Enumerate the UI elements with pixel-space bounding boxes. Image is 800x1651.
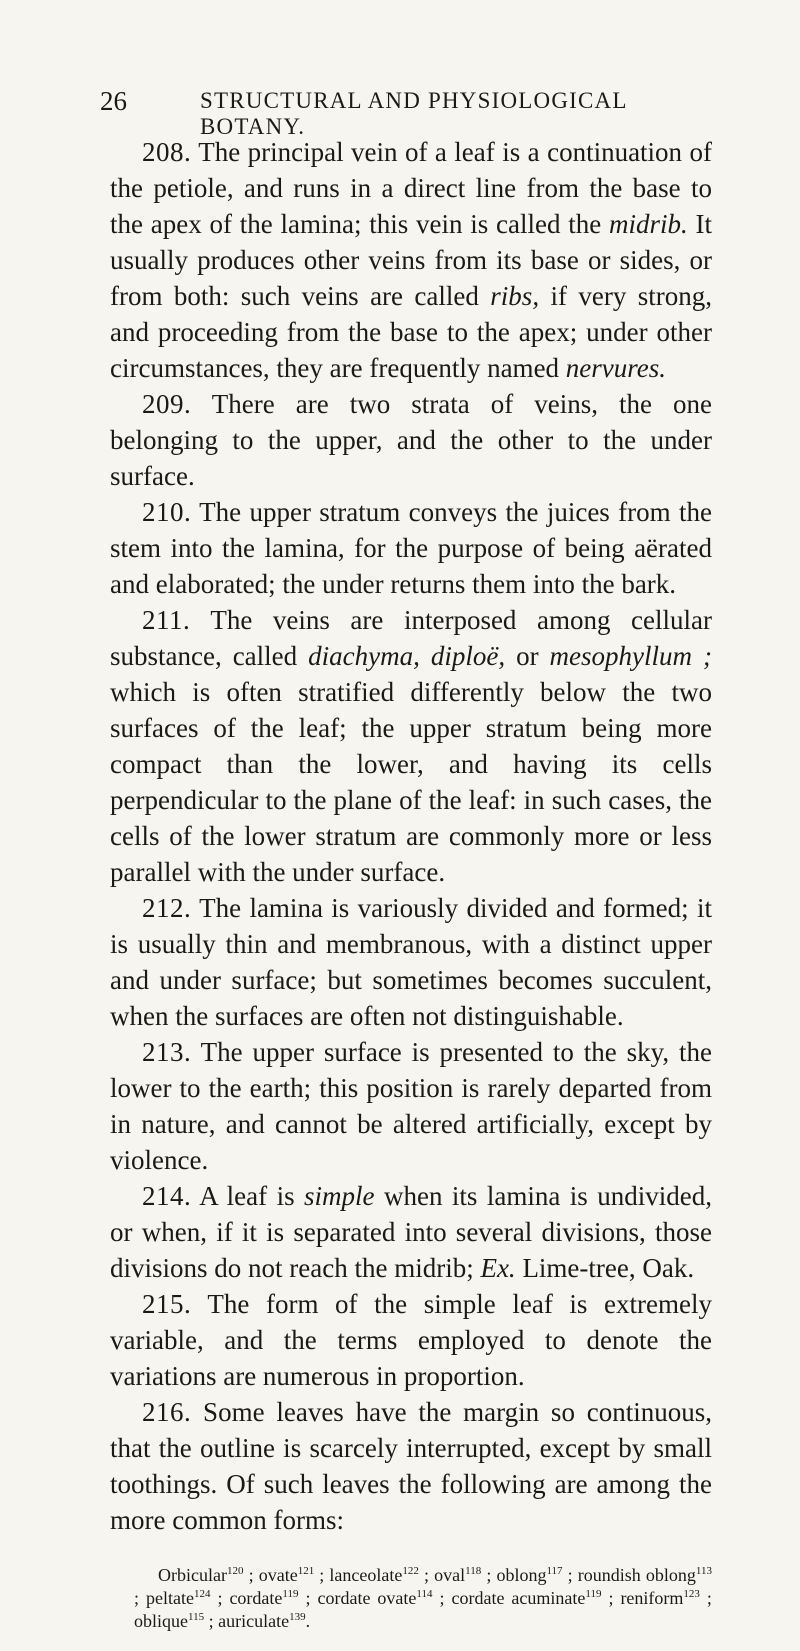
figure-ref: 121 <box>297 1565 315 1577</box>
paragraph-text: It usually produces other veins from its base or sides, or from both: such veins are called <box>110 209 712 311</box>
paragraph-number: 216. <box>142 1397 192 1427</box>
page-number: 26 <box>100 86 127 116</box>
paragraph-215 <box>110 1286 712 1394</box>
paragraph-209 <box>110 386 712 494</box>
leaf-forms-list: Orbicular$^{120}$ ; ovate$^{121}$ ; lanceolate$^{122}$ ; oval$^{118}$ ; oblong$^{117}$ ; roundish oblong$^{113}$ ; peltate$^{124}$ ; cordate$^{119}$ ; cordate ovate$^{114}$ ; cordate acuminate$^{119}$ ; reniform$^{123}$ ; oblique$^{115}$ ; auriculate$^{139}$. <box>134 1565 712 1631</box>
figure-ref: 119 <box>585 1588 602 1600</box>
paragraph-text: The upper surface is presented to the sky, the lower to the earth; this position is rarely departed from in nature, and cannot be altered artificially, except by violence. <box>110 1037 712 1175</box>
form-term: oval <box>434 1565 466 1585</box>
paragraph-text: A leaf is <box>191 1181 305 1211</box>
term-mesophyllum: mesophyllum ; <box>549 641 712 671</box>
paragraph-text: which is often stratified differently below the two surfaces of the leaf; the upper stratum being more compact than the lower, and having its cells perpendicular to the plane of the leaf: in such cases, the cells of the lower stratum are commonly more or less parallel with the under surface. <box>110 677 712 887</box>
term-ex: Ex. <box>480 1253 516 1283</box>
paragraph-214 <box>110 1178 712 1286</box>
paragraph-text: Lime-tree, Oak. <box>515 1253 695 1283</box>
paragraph-number: 212. <box>142 893 192 923</box>
running-title: STRUCTURAL AND PHYSIOLOGICAL BOTANY. <box>200 88 627 139</box>
paragraph-number: 209. <box>142 389 192 419</box>
figure-ref: 139 <box>289 1611 306 1623</box>
form-term: oblong <box>496 1565 547 1585</box>
figure-ref: 124 <box>193 1588 211 1600</box>
form-term: cordate acuminate <box>451 1588 586 1608</box>
figure-ref: 117 <box>546 1565 563 1577</box>
figure-ref: 114 <box>416 1588 433 1600</box>
figure-ref: 119 <box>282 1588 299 1600</box>
page-header <box>100 86 700 139</box>
paragraph-number: 210. <box>142 497 192 527</box>
figure-ref: 123 <box>683 1588 700 1600</box>
figure-ref: 122 <box>402 1565 419 1577</box>
term-midrib: midrib. <box>608 209 688 239</box>
paragraph-216 <box>110 1394 712 1538</box>
form-term: reniform <box>620 1588 684 1608</box>
paragraph-text: The form of the simple leaf is extremely variable, and the terms employed to denote the variations are numerous in proportion. <box>110 1289 712 1391</box>
page-body <box>110 134 712 1651</box>
paragraph-text: The veins are interposed among cellular substance, called <box>110 605 712 671</box>
figure-ref: 118 <box>465 1565 482 1577</box>
paragraph-number: 208. <box>142 137 192 167</box>
figure-ref: 120 <box>226 1565 244 1577</box>
figure-ref: 115 <box>188 1611 205 1623</box>
form-term: cordate ovate <box>317 1588 417 1608</box>
paragraph-text: when its lamina is undivided, or when, if it is separated into several divisions, those divisions do not reach the midrib; <box>110 1181 712 1283</box>
paragraph-number: 211. <box>142 605 191 635</box>
paragraph-211 <box>110 602 712 890</box>
paragraph-text: if very strong, and proceeding from the base to the apex; under other circumstances, they are frequently named <box>110 281 712 383</box>
term-nervures: nervures. <box>565 353 667 383</box>
paragraph-number: 213. <box>142 1037 192 1067</box>
term-simple: simple <box>304 1181 375 1211</box>
form-term: lanceolate <box>329 1565 403 1585</box>
paragraph-text <box>420 641 431 671</box>
paragraph-number: 214. <box>142 1181 192 1211</box>
form-term: Orbicular <box>158 1565 227 1585</box>
paragraph-text: or <box>505 641 550 671</box>
paragraph-text: The upper stratum conveys the juices from the stem into the lamina, for the purpose of being aërated and elaborated; the under returns them into the bark. <box>110 497 712 599</box>
paragraph-213 <box>110 1034 712 1178</box>
form-term: roundish oblong <box>577 1565 696 1585</box>
paragraph-text: There are two strata of veins, the one belonging to the upper, and the other to the under surface. <box>110 389 712 491</box>
paragraph-text: The principal vein of a leaf is a continuation of the petiole, and runs in a direct line from the base to the apex of the lamina; this vein is called the <box>110 137 712 239</box>
form-term: ovate <box>258 1565 298 1585</box>
paragraph-212 <box>110 890 712 1034</box>
term-diachyma: diachyma, <box>308 641 420 671</box>
paragraph-210 <box>110 494 712 602</box>
form-term: peltate <box>145 1588 194 1608</box>
form-term: auriculate <box>218 1611 290 1631</box>
paragraph-text: Some leaves have the margin so continuous, that the outline is scarcely interrupted, except by small toothings. Of such leaves the following are among the more common forms: <box>110 1397 712 1535</box>
figure-ref: 113 <box>695 1565 712 1577</box>
paragraph-208 <box>110 134 712 386</box>
term-diploe: diploë, <box>430 641 506 671</box>
term-ribs: ribs, <box>490 281 540 311</box>
paragraph-number: 215. <box>142 1289 192 1319</box>
form-term: oblique <box>134 1611 188 1631</box>
form-term: cordate <box>229 1588 283 1608</box>
paragraph-text: The lamina is variously divided and formed; it is usually thin and membranous, with a distinct upper and under surface; but sometimes becomes succulent, when the surfaces are often not distinguishable. <box>110 893 712 1031</box>
